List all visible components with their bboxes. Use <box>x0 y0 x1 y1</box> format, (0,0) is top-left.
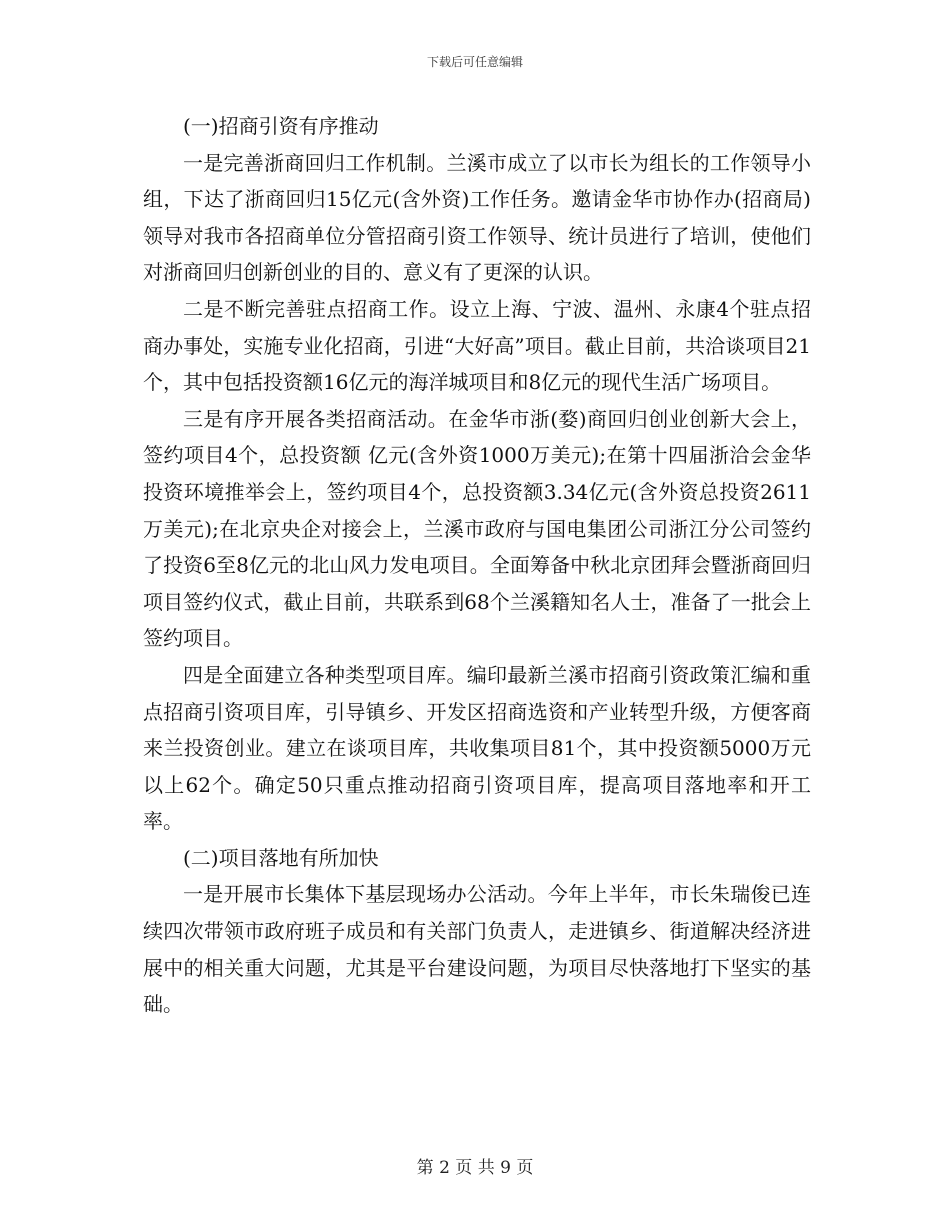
section-heading-project-landing: (二)项目落地有所加快 <box>183 845 379 870</box>
section-heading-investment: (一)招商引资有序推动 <box>183 114 379 138</box>
paragraph-project-library: 四是全面建立各种类型项目库。编印最新兰溪市招商引资政策汇编和重点招商引资项目库，引导镇乡、开发区招商选资和产业转型升级，方便客商来兰投资创业。建立在谈项目库，共收集项目81个，其中投资额5000万元以上62个。确定50只重点推动招商引资项目库，提高项目落地率和开工率。 <box>143 662 811 834</box>
page-header-note: 下载后可任意编辑 <box>426 55 523 69</box>
document-body <box>143 108 811 1023</box>
paragraph-investment-events: 三是有序开展各类招商活动。在金华市浙(婺)商回归创业创新大会上，签约项目4个，总投资额 亿元(含外资1000万美元);在第十四届浙洽会金华投资环境推举会上，签约项目4个，总投资额3.34亿元(含外资总投资2611万美元);在北京央企对接会上，兰溪市政府与国电集团公司浙江分公司签约了投资6至8亿元的北山风力发电项目。全面筹备中秋北京团拜会暨浙商回归项目签约仪式，截止目前，共联系到68个兰溪籍知名人士，准备了一批会上签约项目。 <box>143 406 811 651</box>
paragraph-mechanism: 一是完善浙商回归工作机制。兰溪市成立了以市长为组长的工作领导小组，下达了浙商回归15亿元(含外资)工作任务。邀请金华市协作办(招商局)领导对我市各招商单位分管招商引资工作领导、统计员进行了培训，使他们对浙商回归创新创业的目的、意义有了更深的认识。 <box>143 150 811 285</box>
page-number-footer: 第 2 页 共 9 页 <box>416 1158 534 1178</box>
paragraph-mayor-onsite-office: 一是开展市长集体下基层现场办公活动。今年上半年，市长朱瑞俊已连续四次带领市政府班子成员和有关部门负责人，走进镇乡、街道解决经济进展中的相关重大问题，尤其是平台建设问题，为项目尽快落地打下坚实的基础。 <box>143 882 811 1017</box>
paragraph-stationed-offices: 二是不断完善驻点招商工作。设立上海、宁波、温州、永康4个驻点招商办事处，实施专业化招商，引进“大好高”项目。截止目前，共洽谈项目21个，其中包括投资额16亿元的海洋城项目和8亿元的现代生活广场项目。 <box>143 296 811 395</box>
